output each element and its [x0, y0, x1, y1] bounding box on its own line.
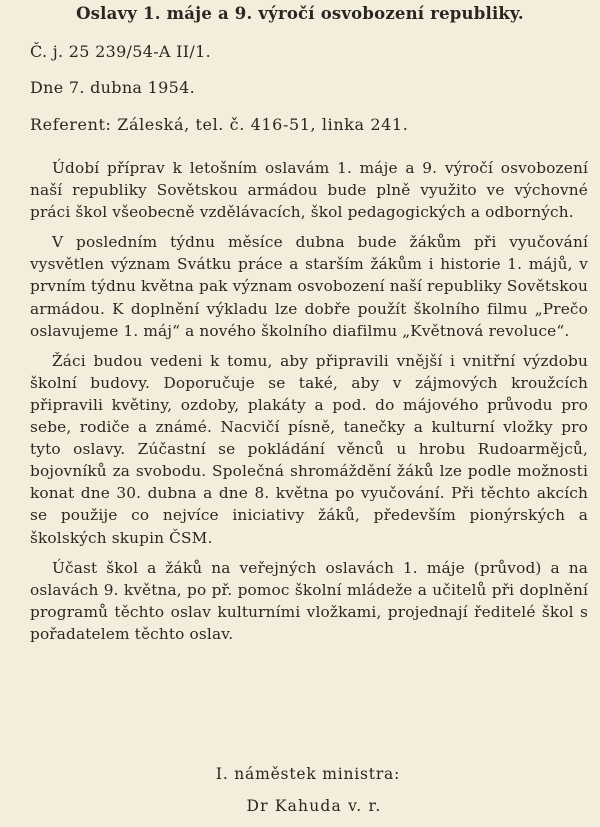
paragraph-2: V posledním týdnu měsíce dubna bude žákům při vyučování vysvětlen význam Svátku práce a starším žákům i historie 1. májů, v prvním týdnu května pak význam osvobození naší republiky Sovětskou armádou. K doplnění výkladu lze dobře použít školního filmu „Prečo oslavujeme 1. máj“ a nového školního diafilmu „Květnová revoluce“.	[30, 233, 588, 340]
paragraph-4: Účast škol a žáků na veřejných oslavách 1. máje (průvod) a na oslavách 9. května, po př. pomoc školní mládeže a učitelů při doplnění programů těchto oslav kulturními vložkami, projednají ředitelé škol s pořadatelem těchto oslav.	[30, 558, 588, 643]
signature-position: I. náměstek ministra:	[215, 765, 401, 783]
document-date: Dne 7. dubna 1954.	[30, 78, 195, 97]
paragraph-3: Žáci budou vedeni k tomu, aby připravili vnější i vnitřní výzdobu školní budovy. Doporučuje se také, aby v zájmových kroužcích připravili květiny, ozdoby, plakáty a pod. do májového průvodu pro sebe, rodiče a známé. Nacvičí písně, tanečky a kulturní vložky pro tyto oslavy. Zúčastní se pokládání věnců u hrobu Rudoarmějců, bojovníků za svobodu. Společná shromáždění žáků lze podle možnosti konat dne 30. dubna a dne 8. května po vyučování. Při těchto akcích se použije co nejvíce iniciativy žáků, především pionýrských a školských skupin ČSM.	[30, 351, 588, 547]
reference-number: Č. j. 25 239/54-A II/1.	[30, 42, 211, 61]
document-title: Oslavy 1. máje a 9. výročí osvobození republiky.	[76, 4, 524, 23]
paragraph-1: Údobí příprav k letošním oslavám 1. máje a 9. výročí osvobození naší republiky Sovětskou armádou bude plně využito ve výchovné práci škol všeobecně vzdělávacích, škol pedagogických a odborných.	[30, 159, 588, 222]
signature-name: Dr Kahuda v. r.	[246, 797, 382, 815]
referent-line: Referent: Záleská, tel. č. 416-51, linka 241.	[30, 115, 409, 134]
document-body	[30, 157, 588, 653]
